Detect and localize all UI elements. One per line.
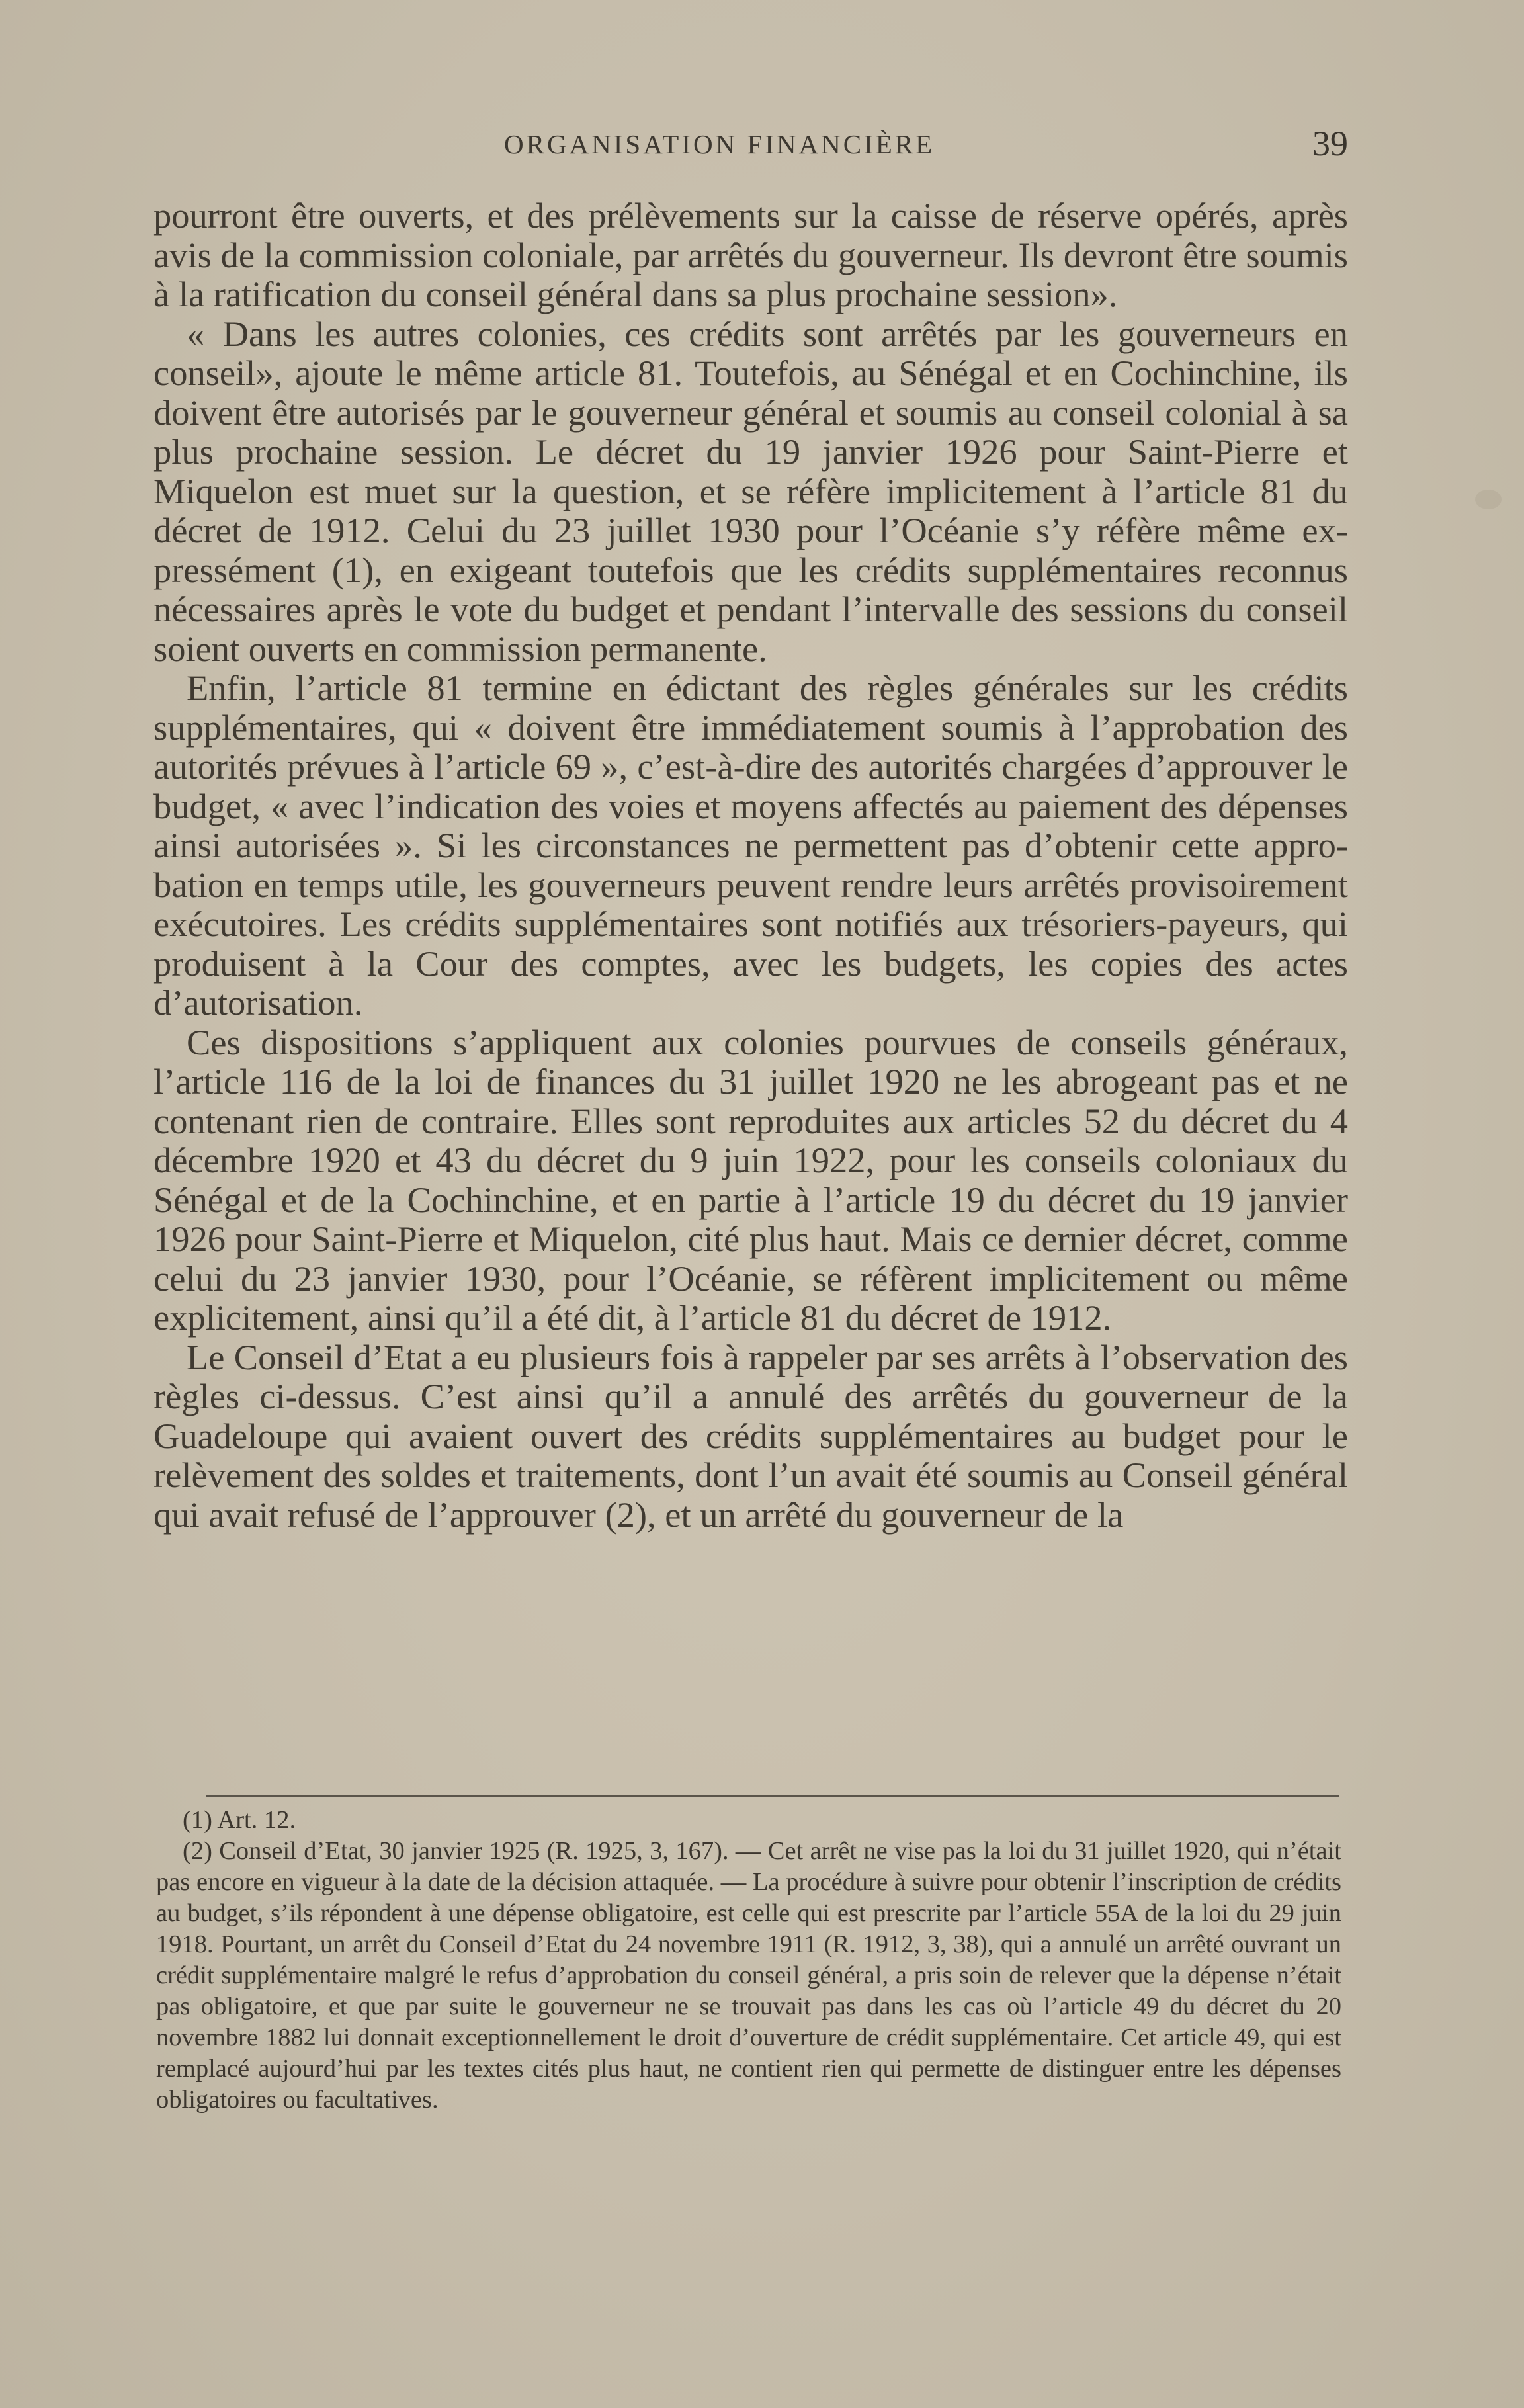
page-header — [153, 124, 1348, 171]
paragraph: « Dans les autres colonies, ces crédits sont arrêtés par les gouverneurs en conseil», ajoute le même article 81. Toutefois, au Sénégal et en Cochinchine, ils doivent être autorisés par le gouverneur général et soumis au conseil colonial à sa plus prochaine session. Le décret du 19 janvier 1926 pour Saint-Pierre et Miquelon est muet sur la question, et se réfère implicitement à l’article 81 du décret de 1912. Celui du 23 juillet 1930 pour l’Océanie s’y réfère même expressément (1), en exigeant toutefois que les crédits supplémentaires reconnus nécessaires après le vote du budget et pendant l’intervalle des sessions du conseil soient ouverts en commission permanente. — [153, 313, 1348, 669]
paragraph: Le Conseil d’Etat a eu plusieurs fois à rappeler par ses arrêts à l’observation des règles ci-dessus. C’est ainsi qu’il a annulé des arrêtés du gouverneur de la Guadeloupe qui avaient ouvert des crédits supplémentaires au budget pour le relèvement des soldes et traitements, dont l’un avait été soumis au Conseil général qui avait refusé de l’approuver (2), et un arrêté du gouverneur de la — [153, 1336, 1348, 1535]
paragraph: pourront être ouverts, et des prélèvements sur la caisse de réserve opérés, après avis de la commission coloniale, par arrêtés du gouverneur. Ils devront être soumis à la ratification du conseil général dans sa plus prochaine session». — [153, 195, 1348, 314]
running-title: ORGANISATION FINANCIÈRE — [504, 129, 935, 159]
paper-stain — [1475, 490, 1502, 509]
footnote: (1) Art. 12. — [183, 1806, 296, 1834]
paragraph: Enfin, l’article 81 termine en édictant des règles générales sur les crédits supplémentaires, qui « doivent être immédiatement soumis à l’approbation des autorités prévues à l’article 69 », c’est-à-dire des autorités chargées d’approuver le budget, « avec l’indication des voies et moyens affectés au paiement des dépenses ainsi autorisées ». Si les circonstances ne permettent pas d’obtenir cette approbation en temps utile, les gouverneurs peuvent rendre leurs arrêtés provisoirement exécutoires. Les crédits supplémentaires sont notifiés aux trésoriers-payeurs, qui produisent à la Cour des comptes, avec les budgets, les copies des actes d’autorisation. — [153, 667, 1348, 1023]
body-text — [153, 196, 1348, 1534]
footnote-divider — [206, 1795, 1339, 1797]
page-number: 39 — [1312, 124, 1348, 163]
paragraph: Ces dispositions s’appliquent aux colonies pourvues de conseils généraux, l’article 116 de la loi de finances du 31 juillet 1920 ne les abrogeant pas et ne contenant rien de contraire. Elles sont reproduites aux articles 52 du décret du 4 décembre 1920 et 43 du décret du 9 juin 1922, pour les conseils coloniaux du Sénégal et de la Cochinchine, et en partie à l’article 19 du décret du 19 janvier 1926 pour Saint-Pierre et Miquelon, cité plus haut. Mais ce dernier décret, comme celui du 23 janvier 1930, pour l’Océanie, se réfèrent implicitement ou même explicitement, ainsi qu’il a été dit, à l’article 81 du décret de 1912. — [153, 1021, 1348, 1338]
footnote: (2) Conseil d’Etat, 30 janvier 1925 (R. 1925, 3, 167). — Cet arrêt ne vise pas la loi du 31 juillet 1920, qui n’était pas encore en vigueur à la date de la décision attaquée. — La procédure à suivre pour obtenir l’inscription de crédits au budget, s’ils répondent à une dépense obligatoire, est celle qui est prescrite par l’article 55A de la loi du 29 juin 1918. Pourtant, un arrêt du Conseil d’Etat du 24 novembre 1911 (R. 1912, 3, 38), qui a annulé un arrêté ouvrant un crédit supplémentaire malgré le refus d’approbation du conseil général, a pris soin de relever que la dépense n’était pas obligatoire, et que par suite le gouverneur ne se trouvait pas dans les cas où l’article 49 du décret du 20 novembre 1882 lui donnait exceptionnellement le droit d’ouverture de crédit supplémentaire. Cet article 49, qui est remplacé aujourd’hui par les textes cités plus haut, ne contient rien qui permette de distinguer entre les dépenses obligatoires ou facultatives. — [156, 1837, 1341, 2114]
footnotes — [156, 1805, 1341, 2116]
